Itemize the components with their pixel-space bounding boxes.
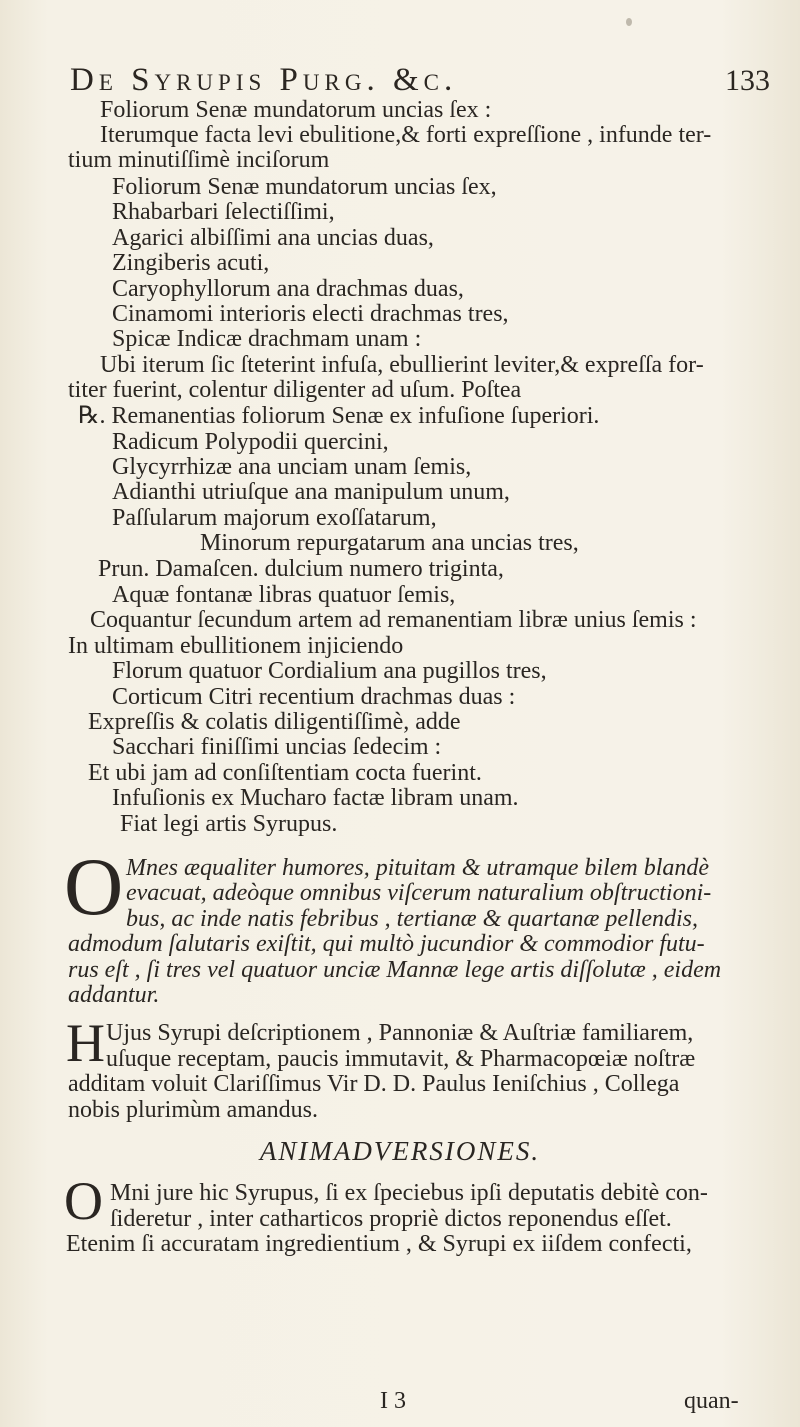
recipe-line: Foliorum Senæ mundatorum uncias ſex : bbox=[100, 97, 492, 123]
catchword: quan- bbox=[684, 1388, 739, 1414]
recipe-line: Corticum Citri recentium drachmas duas : bbox=[112, 684, 516, 710]
virtues-line: addantur. bbox=[68, 982, 160, 1008]
recipe-line: Agarici albiſſimi ana uncias duas, bbox=[112, 225, 434, 251]
recipe-line: Aquæ fontanæ libras quatuor ſemis, bbox=[112, 582, 456, 608]
recipe-line: Rhabarbari ſelectiſſimi, bbox=[112, 199, 335, 225]
history-line: additam voluit Clariſſimus Vir D. D. Paulus Ieniſchius , Collega bbox=[68, 1071, 680, 1097]
history-line: Ujus Syrupi deſcriptionem , Pannoniæ & Auſtriæ familiarem, bbox=[106, 1020, 694, 1046]
recipe-line: Fiat legi artis Syrupus. bbox=[120, 811, 338, 837]
recipe-line: Zingiberis acuti, bbox=[112, 250, 270, 276]
recipe-line: Glycyrrhizæ ana unciam unam ſemis, bbox=[112, 454, 472, 480]
recipe-line: In ultimam ebullitionem injiciendo bbox=[68, 633, 404, 659]
recipe-line: Spicæ Indicæ drachmam unam : bbox=[112, 326, 422, 352]
recipe-line: Sacchari finiſſimi uncias ſedecim : bbox=[112, 734, 442, 760]
virtues-line: Mnes æqualiter humores, pituitam & utramque bilem blandè bbox=[126, 855, 710, 881]
history-line: uſuque receptam, paucis immutavit, & Pharmacopœiæ noſtræ bbox=[106, 1046, 696, 1072]
recipe-line: Ubi iterum ſic ſteterint infuſa, ebullierint leviter,& expreſſa for- bbox=[100, 352, 704, 378]
running-title: De Syrupis Purg. &c. bbox=[70, 62, 458, 98]
recipe-line: Cinamomi interioris electi drachmas tres, bbox=[112, 301, 509, 327]
virtues-line: bus, ac inde natis febribus , tertianæ & quartanæ pellendis, bbox=[126, 906, 698, 932]
recipe-line: Infuſionis ex Mucharo factæ libram unam. bbox=[112, 785, 519, 811]
virtues-line: rus eſt , ſi tres vel quatuor unciæ Mannæ lege artis diſſolutæ , eidem bbox=[68, 957, 722, 983]
recipe-line: Et ubi jam ad conſiſtentiam cocta fuerint. bbox=[88, 760, 482, 786]
recipe-line: Expreſſis & colatis diligentiſſimè, adde bbox=[88, 709, 461, 735]
recipe-line: Adianthi utriuſque ana manipulum unum, bbox=[112, 479, 510, 505]
recipe-line: Foliorum Senæ mundatorum uncias ſex, bbox=[112, 174, 497, 200]
recipe-line: tium minutiſſimè inciſorum bbox=[68, 147, 330, 173]
drop-cap: H bbox=[66, 1013, 105, 1073]
signature-mark: I 3 bbox=[380, 1388, 406, 1414]
section-heading: ANIMADVERSIONES. bbox=[259, 1136, 541, 1166]
recipe-line: Caryophyllorum ana drachmas duas, bbox=[112, 276, 464, 302]
virtues-line: evacuat, adeòque omnibus viſcerum naturalium obſtructioni- bbox=[126, 880, 712, 906]
recipe-line: Florum quatuor Cordialium ana pugillos tres, bbox=[112, 658, 547, 684]
recipe-line: titer fuerint, colentur diligenter ad uſum. Poſtea bbox=[68, 377, 522, 403]
page-number: 133 bbox=[725, 64, 770, 97]
recipe-line: ℞. Remanentias foliorum Senæ ex infuſione ſuperiori. bbox=[78, 403, 600, 429]
drop-cap: O bbox=[64, 841, 124, 932]
recipe-line: Coquantur ſecundum artem ad remanentiam libræ unius ſemis : bbox=[90, 607, 697, 633]
recipe-line: Prun. Damaſcen. dulcium numero triginta, bbox=[98, 556, 504, 582]
page-header bbox=[70, 62, 770, 102]
animadversiones-line: Etenim ſi accuratam ingredientium , & Syrupi ex iiſdem confecti, bbox=[66, 1231, 692, 1257]
recipe-line: Paſſularum majorum exoſſatarum, bbox=[112, 505, 437, 531]
recipe-line: Radicum Polypodii quercini, bbox=[112, 429, 389, 455]
virtues-line: admodum ſalutaris exiſtit, qui multò jucundior & commodior futu- bbox=[68, 931, 705, 957]
animadversiones-line: Mni jure hic Syrupus, ſi ex ſpeciebus ipſi deputatis debitè con- bbox=[110, 1180, 708, 1206]
recipe-line: Iterumque facta levi ebulitione,& forti expreſſione , infunde ter- bbox=[100, 122, 712, 148]
history-line: nobis plurimùm amandus. bbox=[68, 1097, 318, 1123]
animadversiones-line: ſideretur , inter catharticos propriè dictos reponendus eſſet. bbox=[110, 1206, 672, 1232]
drop-cap: O bbox=[64, 1171, 103, 1231]
ink-blot bbox=[626, 18, 632, 26]
recipe-line: Minorum repurgatarum ana uncias tres, bbox=[200, 530, 579, 556]
